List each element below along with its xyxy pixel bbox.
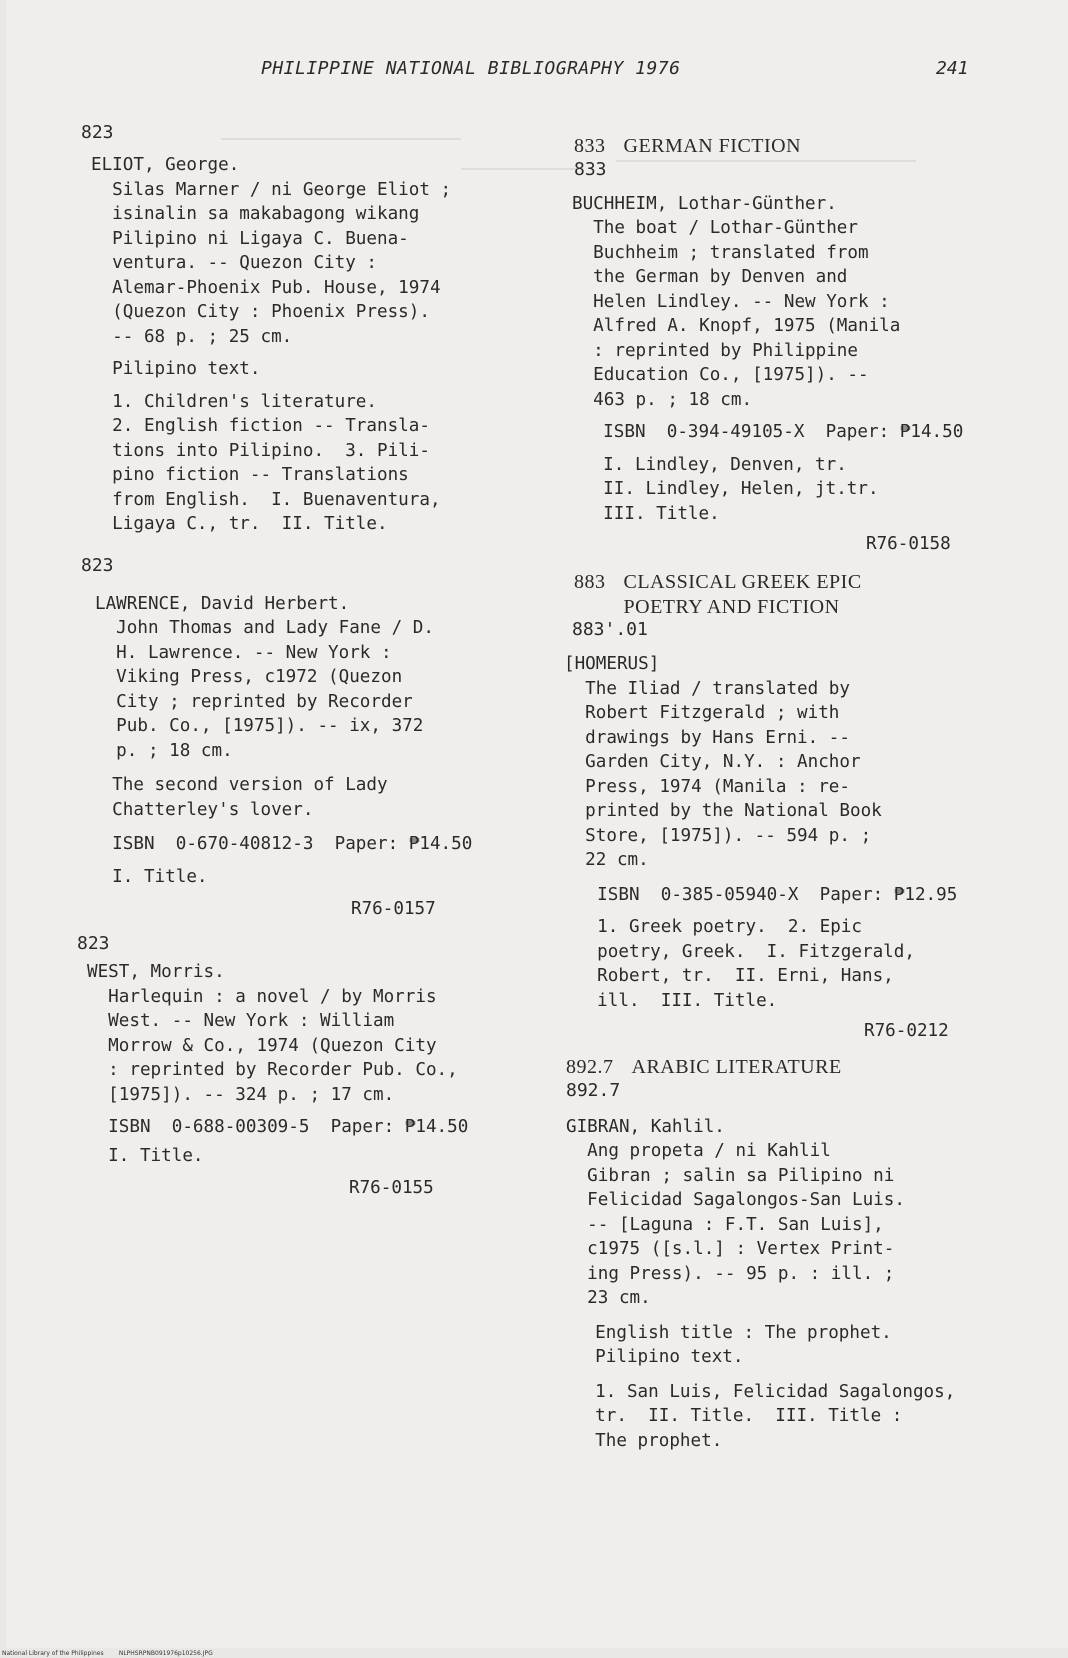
control-number: R76-0157 — [351, 899, 436, 919]
class-number: 823 — [81, 122, 114, 143]
page-number: 241 — [936, 58, 969, 79]
sub-class-number: 833 — [574, 158, 607, 180]
section-heading: CLASSICAL GREEK EPIC POETRY AND FICTION — [623, 571, 862, 618]
entry-isbn: ISBN 0-385-05940-X Paper: ₱12.95 — [576, 884, 958, 905]
entry-tracings: 1. Greek poetry. 2. Epic poetry, Greek. I. Fitzgerald, Robert, tr. II. Erni, Hans, ill. III. Title. — [597, 917, 915, 1011]
entry-tracings: I. Lindley, Denven, tr. II. Lindley, Helen, jt.tr. III. Title. — [603, 454, 879, 524]
footer-filename: NLPHSRPNB091976p10256.JPG — [118, 1650, 213, 1657]
entry-notes: Pilipino text. — [91, 359, 261, 379]
right-column — [564, 134, 1014, 1453]
section-heading: ARABIC LITERATURE — [631, 1056, 842, 1078]
section-heading: GERMAN FICTION — [623, 135, 802, 157]
entry-body: BUCHHEIM, Lothar-Günther. The boat / Lothar-Günther Buchheim ; translated from the German by Denven and Helen Lindley. -- New York : Alfred A. Knopf, 1975 (Manila : reprinted by Philippine Education Co., [1975]). -- 463 p. ; 18 cm. — [572, 193, 901, 410]
left-column — [77, 122, 541, 1198]
entry-isbn: ISBN 0-394-49105-X Paper: ₱14.50 — [582, 422, 964, 442]
entry-tracings: 1. San Luis, Felicidad Sagalongos, tr. II. Title. III. Title : The prophet. — [595, 1381, 956, 1451]
class-number: 823 — [81, 554, 114, 576]
bibliography-page — [6, 0, 1068, 1648]
running-title: PHILIPPINE NATIONAL BIBLIOGRAPHY 1976 — [261, 58, 681, 79]
section-heading-row — [574, 134, 1014, 159]
class-number: 883 — [574, 571, 606, 593]
control-number: R76-0158 — [866, 534, 951, 554]
entry-body: [HOMERUS] The Iliad / translated by Robert Fitzgerald ; with drawings by Hans Erni. -- Garden City, N.Y. : Anchor Press, 1974 (Manila : re- printed by the National Book Store, [1975]). -- 594 p. ; 22 cm. — [564, 654, 882, 870]
section-heading-row — [574, 570, 1014, 619]
entry-notes: English title : The prophet. Pilipino text. — [595, 1322, 892, 1367]
sub-class-number: 892.7 — [566, 1079, 621, 1101]
entry-tracings: 1. Children's literature. 2. English fiction -- Transla- tions into Pilipino. 3. Pili- pino fiction -- Translations from English. I. Buenaventura, Ligaya C., tr. II. Title. — [112, 391, 441, 534]
section-heading-row — [566, 1055, 1014, 1080]
control-number: R76-0155 — [349, 1178, 434, 1198]
control-number: R76-0212 — [864, 1021, 949, 1041]
entry-notes: The second version of Lady Chatterley's lover. — [112, 775, 388, 820]
entry-body: LAWRENCE, David Herbert. John Thomas and Lady Fane / D. H. Lawrence. -- New York : Viking Press, c1972 (Quezon City ; reprinted by Recorder Pub. Co., [1975]). -- ix, 372 p. ; 18 cm. — [95, 593, 434, 761]
entry-body: ELIOT, George. Silas Marner / ni George Eliot ; isinalin sa makabagong wikang Pilipino ni Ligaya C. Buena- ventura. -- Quezon City : Alemar-Phoenix Pub. House, 1974 (Quezon City : Phoenix Press). -- 68 p. ; 25 cm. — [91, 155, 452, 347]
entry-tracings: I. Title. — [91, 866, 208, 887]
entry-isbn: ISBN 0-688-00309-5 Paper: ₱14.50 — [87, 1117, 469, 1137]
entry-isbn: ISBN 0-670-40812-3 Paper: ₱14.50 — [91, 834, 473, 854]
entry-body: GIBRAN, Kahlil. Ang propeta / ni Kahlil Gibran ; salin sa Pilipino ni Felicidad Sagalongos-San Luis. -- [Laguna : F.T. San Luis], c1975 ([s.l.] : Vertex Print- ing Press). -- 95 p. : ill. ; 23 cm. — [566, 1116, 905, 1308]
footer-library: National Library of the Philippines — [2, 1650, 104, 1657]
class-number: 833 — [574, 135, 606, 157]
entry-body: WEST, Morris. Harlequin : a novel / by Morris West. -- New York : William Morrow & Co., 1974 (Quezon City : reprinted by Recorder Pub. Co., [1975]). -- 324 p. ; 17 cm. — [87, 962, 458, 1105]
entry-tracings: I. Title. — [87, 1145, 204, 1166]
class-number: 892.7 — [566, 1056, 614, 1078]
class-number: 823 — [77, 933, 110, 954]
scan-footer — [2, 1650, 213, 1657]
sub-class-number: 883'.01 — [572, 619, 648, 640]
